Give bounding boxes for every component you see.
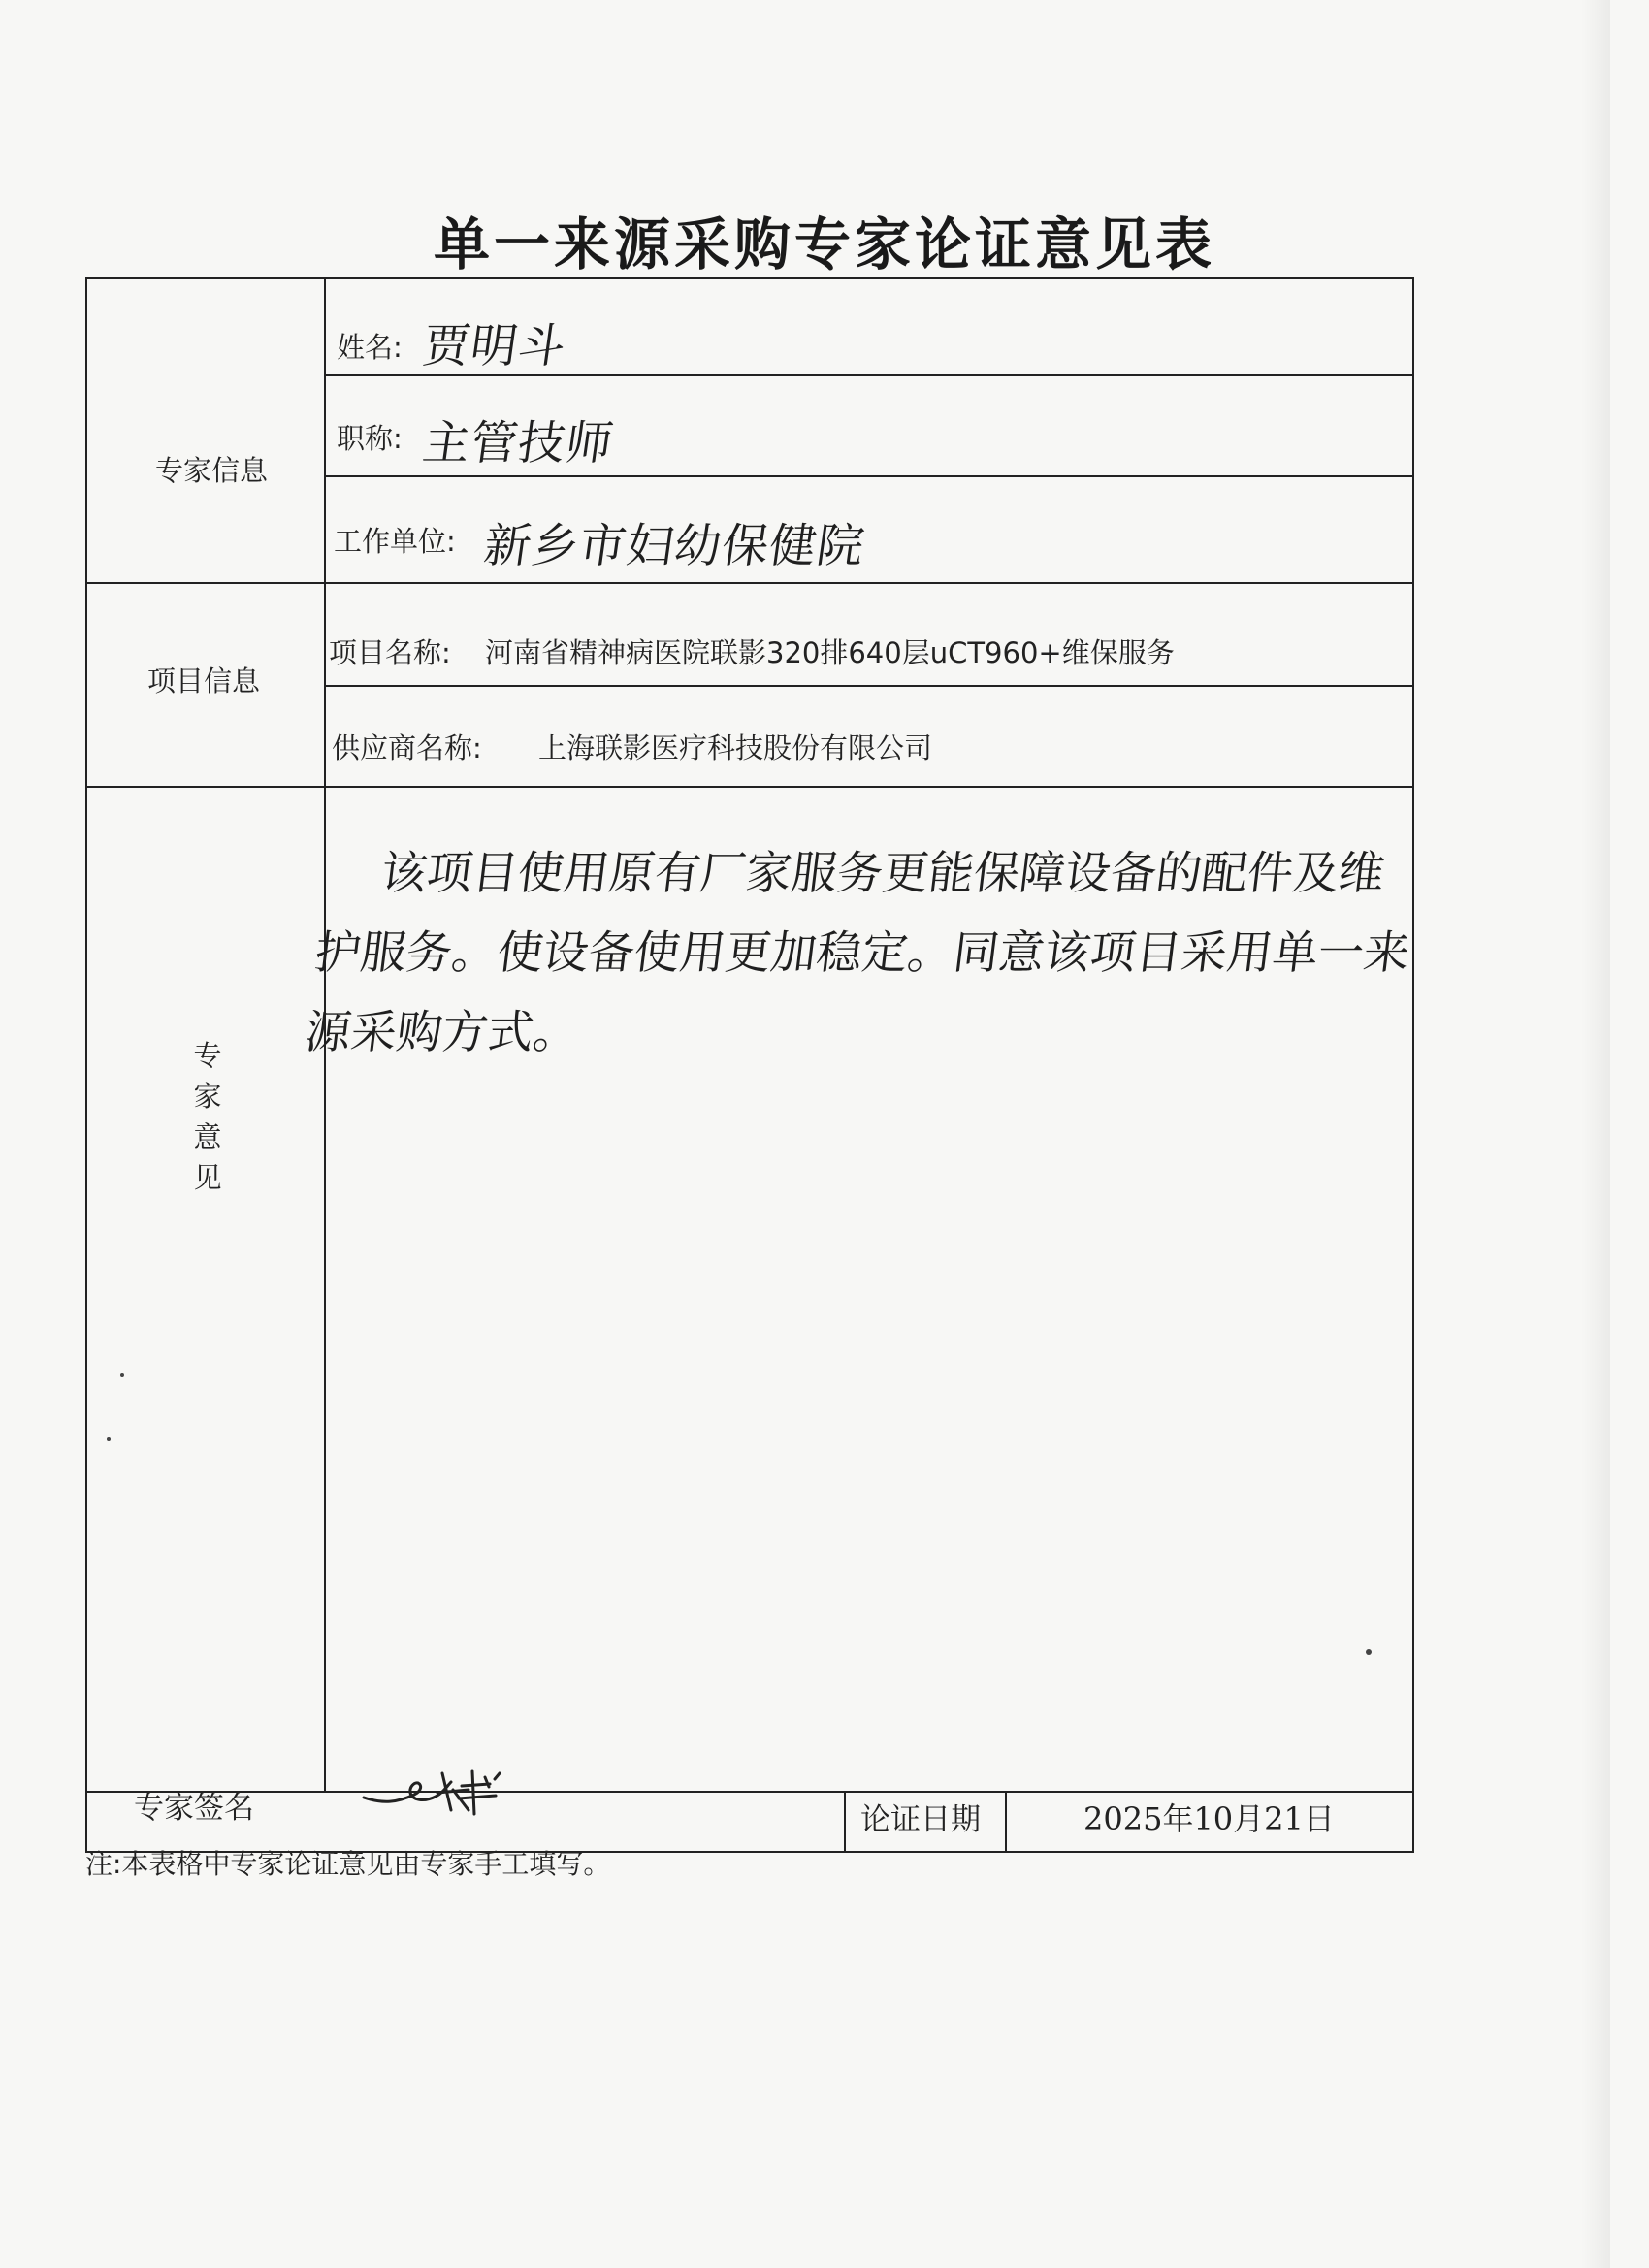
handwritten-signature: [354, 1754, 567, 1831]
signature-label: 专家签名: [134, 1791, 254, 1826]
expert-info-label: 专家信息: [155, 454, 269, 487]
job-value: 主管技师: [419, 416, 618, 470]
footnote: 注:本表格中专家论证意见由专家手工填写。: [85, 1848, 611, 1880]
date-value: 2025年10月21日: [1083, 1800, 1335, 1837]
date-label: 论证日期: [860, 1802, 981, 1837]
opinion-label-char: 意: [193, 1120, 222, 1153]
supplier-label: 供应商名称:: [332, 731, 482, 764]
opinion-label: [186, 1035, 229, 1198]
scan-speck: [1366, 1649, 1372, 1655]
opinion-label-char: 专: [193, 1039, 222, 1072]
org-value: 新乡市妇幼保健院: [480, 519, 869, 573]
org-label: 工作单位:: [334, 525, 456, 558]
expert-opinion-text: 该项目使用原有厂家服务更能保障设备的配件及维护服务。使设备使用更加稳定。同意该项目采用单一来源采购方式。: [302, 847, 1413, 1059]
job-label: 职称:: [337, 422, 403, 455]
name-label: 姓名:: [337, 331, 403, 364]
project-label: 项目名称:: [329, 636, 451, 669]
project-value: 河南省精神病医院联影320排640层uCT960+维保服务: [485, 636, 1175, 669]
name-value: 贾明斗: [419, 319, 570, 373]
scan-speck: [107, 1437, 111, 1441]
scan-edge: [1581, 0, 1610, 2268]
supplier-value: 上海联影医疗科技股份有限公司: [538, 731, 933, 764]
page-title: 单一来源采购专家论证意见表: [433, 211, 1215, 277]
scan-speck: [120, 1373, 124, 1377]
opinion-label-char: 家: [193, 1080, 222, 1113]
opinion-label-char: 见: [193, 1161, 222, 1194]
project-info-label: 项目信息: [147, 664, 261, 697]
